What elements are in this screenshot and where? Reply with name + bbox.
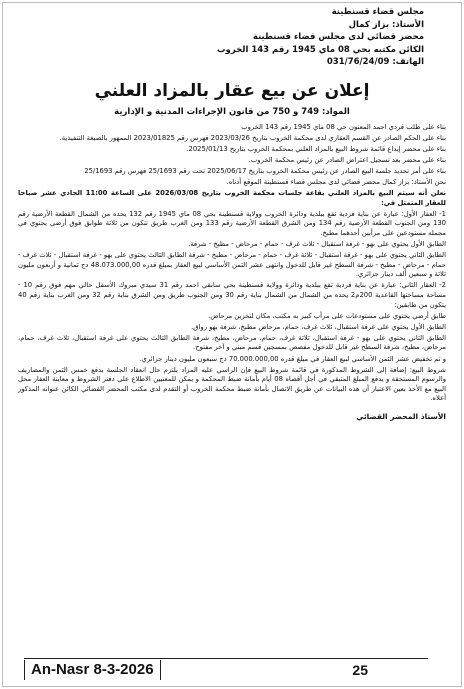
paragraph-property-2-floors-2-3: الطابق الثاني يحتوي على بهو - غرفة استقبال، ثلاثة غرف، حمام، مرحاض، مطبخ، شرفة الطابق الثالث يحتوي على غرفة استقبال، ثلاث غرف، حمام، مرحاض، مطبخ، شرفة السطح غير قابل للدخول مفصص بمسجين قسم مبني و آخر مفتوح. (18, 333, 446, 352)
paragraph-objection: بناء على محضر بعد تسجيل اعتراض الصادر عن رئيس محكمة الخروب. (248, 155, 446, 164)
page-number: 25 (352, 662, 368, 678)
notice-title: إعلان عن بيع عقار بالمزاد العلني (94, 80, 370, 101)
paragraph-deposit: بناء على محضر إيداع قائمة شروط البيع بالمزاد العلني بمحكمة الخروب بتاريخ 2025/01/13. (186, 144, 446, 153)
header-phone: الهاتف: 031/76/24/09 (326, 57, 424, 67)
paragraph-property-2-ground: طابق أرضي يحتوي على مستودعات على مرأب كبير به مكتب، مكان لتخزين مرحاض. (208, 311, 446, 320)
legal-articles: المواد: 749 و 750 من قانون الإجراءات المدنية و الإدارية (114, 106, 350, 117)
paragraph-property-2-price: و تم تخفيض عشر الثمن الأساسي لبيع العقار في مبلغ قدره 70.000.000,00 دج سبعون مليون دينار جزائري. (139, 354, 446, 363)
notice-body (14, 123, 450, 405)
paragraph-property-2: 2- العقار الثاني: عبارة عن بناية فردية تقع ببلدية ودائرة وولاية قسنطينة بحي سابقي احمد رقم 31 سيدي مبروك الأسفل حالي مهم فوق رقم 10 - مساحة مساحتها القاعدية 200م2 يحده من الشمال من الشمال بناية رقم 30 ومن الجنوب طريق ومن الشرق بناية رقم 32 ومن الغرب بناية رقم 40 يتكون من طابقين: (18, 281, 446, 309)
paragraph-property-1-floor-1: الطابق الأول يحتوي على بهو - غرفة استقبال - ثلاث غرف - حمام - مرحاض - مطبخ - شرفة. (188, 240, 446, 249)
header-court: مجلس قضاء قسنطينة (331, 7, 424, 17)
paragraph-judgment: بناء على الحكم الصادر عن القسم العقاري لدى محكمة الخروب بتاريخ 2023/03/26 فهرس رقم 2023/01825 الممهور بالصيغة التنفيذية. (59, 133, 446, 142)
page-footer (24, 658, 428, 681)
bailiff-header (14, 6, 450, 69)
header-bailiff-title: محضر قضائي لدى مجلس قضاء قسنطينة (252, 32, 424, 42)
paragraph-property-1-floors-2-3: الطابق الثاني يحتوي على بهو - غرفة استقبال - ثلاثة غرف - حمام - مرحاض - مطبخ - شرفة الطابق الثالث يحتوي على بهو - غرفة استقبال - ثلاث غرف - حمام - مرحاض - مطبخ - شرفة السطح غير قابل للدخول وانتهى عشر الثمن الأساسي لبيع العقار بمبلغ قدره 48.073.000,00 دج ثمانية و أربعون مليون ثلاثة و سبعين ألف دينار جزائري. (18, 251, 446, 279)
paragraph-auction-date: نعلن أنه سيتم البيع بالمزاد العلني بقاعة جلسات محكمة الخروب بتاريخ 2026/03/08 على الساعة 11:00 الحادي عشر صباحا للعقار المتمثل في: (18, 189, 446, 207)
paragraph-bailiff: نحن الأستاذ: بزاز كمال محضر قضائي لدى مجلس قضاء قسنطينة الموقع أدناه. (226, 177, 446, 186)
paragraph-requester: بناء على طلب فردي احمد المعنون حي 08 ماي 1945 رقم 143 الخروب (241, 122, 446, 131)
paragraph-session-order: بناء على أمر تحديد جلسة البيع الصادر عن رئيس محكمة الخروب بتاريخ 2025/06/17 تحت رقم 25/1693 فهرس رقم 25/1693 (84, 166, 446, 175)
header-office-address: الكائن مكتبه بحي 08 ماي 1945 رقم 143 الخروب (217, 44, 424, 55)
publication-date: An-Nasr 8-3-2026 (24, 660, 161, 680)
signature: الأستاذ المحضر القضائي (356, 412, 446, 422)
header-bailiff-name: الأستاذ: بزاز كمال (348, 19, 424, 30)
paragraph-sale-conditions: شروط البيع: إضافة إلى الشروط المذكورة في قائمة شروط البيع فإن الراسي عليه المزاد يلتزم حال انعقاد الجلسة بدفع خمس الثمن والمصاريف والرسوم المستحقة و يدفع المبلغ المتبقي في أجل أقصاه 08 أيام بأمانة ضبط المحكمة و يمكن للمعنيين الاطلاع على دفتر الشروط و معاينة العقار محل البيع مع الأخذ بعين الاعتبار أن هذه البيانات عن طريق الاتصال بأمانة ضبط محكمة الخروب أو التقدم لدى مكتب المحضر القضائي الكائن عنوانه المذكور أعلاه. (18, 365, 446, 403)
paragraph-property-1: 1- العقار الأول: عبارة عن بناية فردية تقع ببلدية ودائرة الخروب وولاية قسنطينة بحي 08 ماي 1945 رقم 132 يحده من الشمال القطعة الأرضية رقم 130 ومن الجنوب القطعة الأرضية رقم 134 ومن الشرق القطعة الأرضية رقم 133 ومن الغرب طريق تتكون من ثلاثة طوابق فوق أرضي يحتوي في مجمله مستودعين على مرأبين أحدهما مطبخ. (18, 209, 446, 237)
paragraph-property-2-floor-1: الطابق الأول يحتوي على غرفة استقبال، ثلاث غرف، حمام، مرحاض مطبخ، شرفة بهو رواق. (191, 322, 446, 331)
